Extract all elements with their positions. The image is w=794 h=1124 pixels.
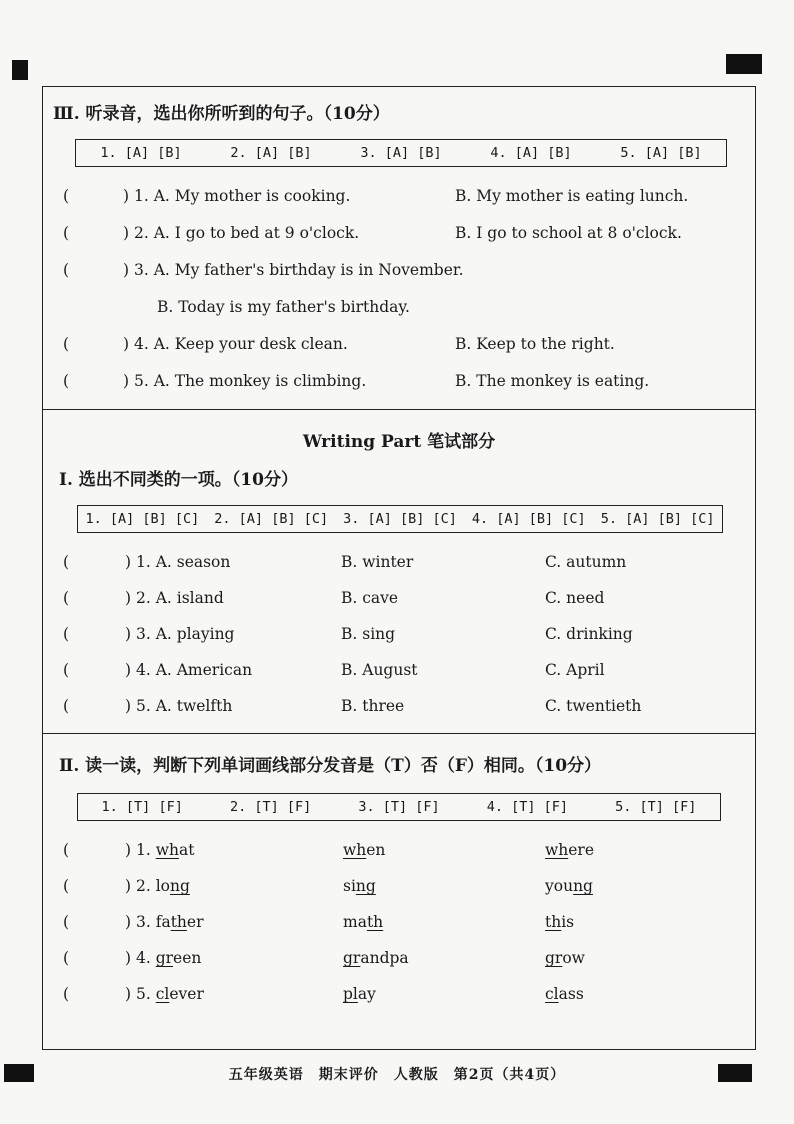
section3-question-3-b: B. Today is my father's birthday. <box>157 298 410 316</box>
word-b: when <box>343 841 386 859</box>
page-footer: 五年级英语 期末评价 人教版 第2页（共4页） <box>228 1067 566 1083</box>
section2-question-5: ( ) 5. clever play class <box>63 985 584 1003</box>
section2-question-3: ( ) 3. father math this <box>63 913 575 931</box>
section2-question-1: ( ) 1. what when where <box>63 841 595 859</box>
answer-choice[interactable]: 1. [A] [B] <box>100 145 182 161</box>
answer-choice[interactable]: 3. [A] [B] [C] <box>343 511 457 527</box>
answer-choice[interactable]: 3. [A] [B] <box>360 145 442 161</box>
word-b: play <box>343 985 376 1003</box>
section1-question-5: ( ) 5. A. twelfth B. three C. twentieth <box>63 697 642 715</box>
word-a: ) 4. green <box>125 949 202 967</box>
answer-choice[interactable]: 5. [A] [B] <box>620 145 702 161</box>
section3-question-2: ( ) 2. A. I go to bed at 9 o'clock. B. I go to school at 8 o'clock. <box>63 224 682 242</box>
answer-choice[interactable]: 5. [T] [F] <box>615 799 697 815</box>
section1-question-3: ( ) 3. A. playing B. sing C. drinking <box>63 625 633 643</box>
section3-question-3: ( ) 3. A. My father's birthday is in November. <box>63 261 464 279</box>
answer-choice[interactable]: 4. [A] [B] <box>490 145 572 161</box>
word-a: ) 1. what <box>125 841 195 859</box>
section2-heading: Ⅱ. 读一读，判断下列单词画线部分发音是（T）否（F）相同。（10分） <box>59 756 602 776</box>
answer-choice[interactable]: 4. [T] [F] <box>486 799 568 815</box>
section1-question-4: ( ) 4. A. American B. August C. April <box>63 661 605 679</box>
word-c: this <box>545 913 575 931</box>
section1-answer-box <box>77 505 723 533</box>
answer-choice[interactable]: 3. [T] [F] <box>358 799 440 815</box>
word-a: ) 5. clever <box>125 985 204 1003</box>
section1-question-1: ( ) 1. A. season B. winter C. autumn <box>63 553 627 571</box>
section3-question-1: ( ) 1. A. My mother is cooking. B. My mother is eating lunch. <box>63 187 689 205</box>
answer-choice[interactable]: 2. [A] [B] [C] <box>214 511 329 527</box>
section-divider <box>43 733 755 734</box>
word-c: young <box>545 877 593 895</box>
word-c: where <box>545 841 595 859</box>
registration-mark-top-left <box>12 60 28 80</box>
word-c: class <box>545 985 584 1003</box>
section3-heading: Ⅲ. 听录音，选出你所听到的句子。（10分） <box>53 104 390 124</box>
section3-question-5: ( ) 5. A. The monkey is climbing. B. The monkey is eating. <box>63 372 650 390</box>
section2-question-4: ( ) 4. green grandpa grow <box>63 949 585 967</box>
answer-choice[interactable]: 2. [A] [B] <box>230 145 312 161</box>
section-divider <box>43 409 755 410</box>
section1-heading: Ⅰ. 选出不同类的一项。（10分） <box>59 470 298 490</box>
answer-choice[interactable]: 2. [T] [F] <box>229 799 312 815</box>
section1-question-2: ( ) 2. A. island B. cave C. need <box>63 589 605 607</box>
word-b: sing <box>343 877 376 895</box>
section2-question-2: ( ) 2. long sing young <box>63 877 593 895</box>
exam-frame <box>42 86 756 1050</box>
word-a: ) 2. long <box>125 877 190 895</box>
section2-answer-box <box>77 793 721 821</box>
word-b: math <box>343 913 384 931</box>
answer-choice[interactable]: 1. [T] [F] <box>101 799 183 815</box>
word-c: grow <box>545 949 585 967</box>
answer-choice[interactable]: 5. [A] [B] [C] <box>600 511 715 527</box>
word-b: grandpa <box>343 949 409 967</box>
word-a: ) 3. father <box>125 913 204 931</box>
writing-part-title: Writing Part 笔试部分 <box>302 432 496 452</box>
section3-question-4: ( ) 4. A. Keep your desk clean. B. Keep to the right. <box>63 335 615 353</box>
answer-choice[interactable]: 1. [A] [B] [C] <box>85 511 200 527</box>
registration-mark-top-right <box>726 54 762 74</box>
answer-choice[interactable]: 4. [A] [B] [C] <box>471 511 586 527</box>
section3-answer-box <box>75 139 727 167</box>
